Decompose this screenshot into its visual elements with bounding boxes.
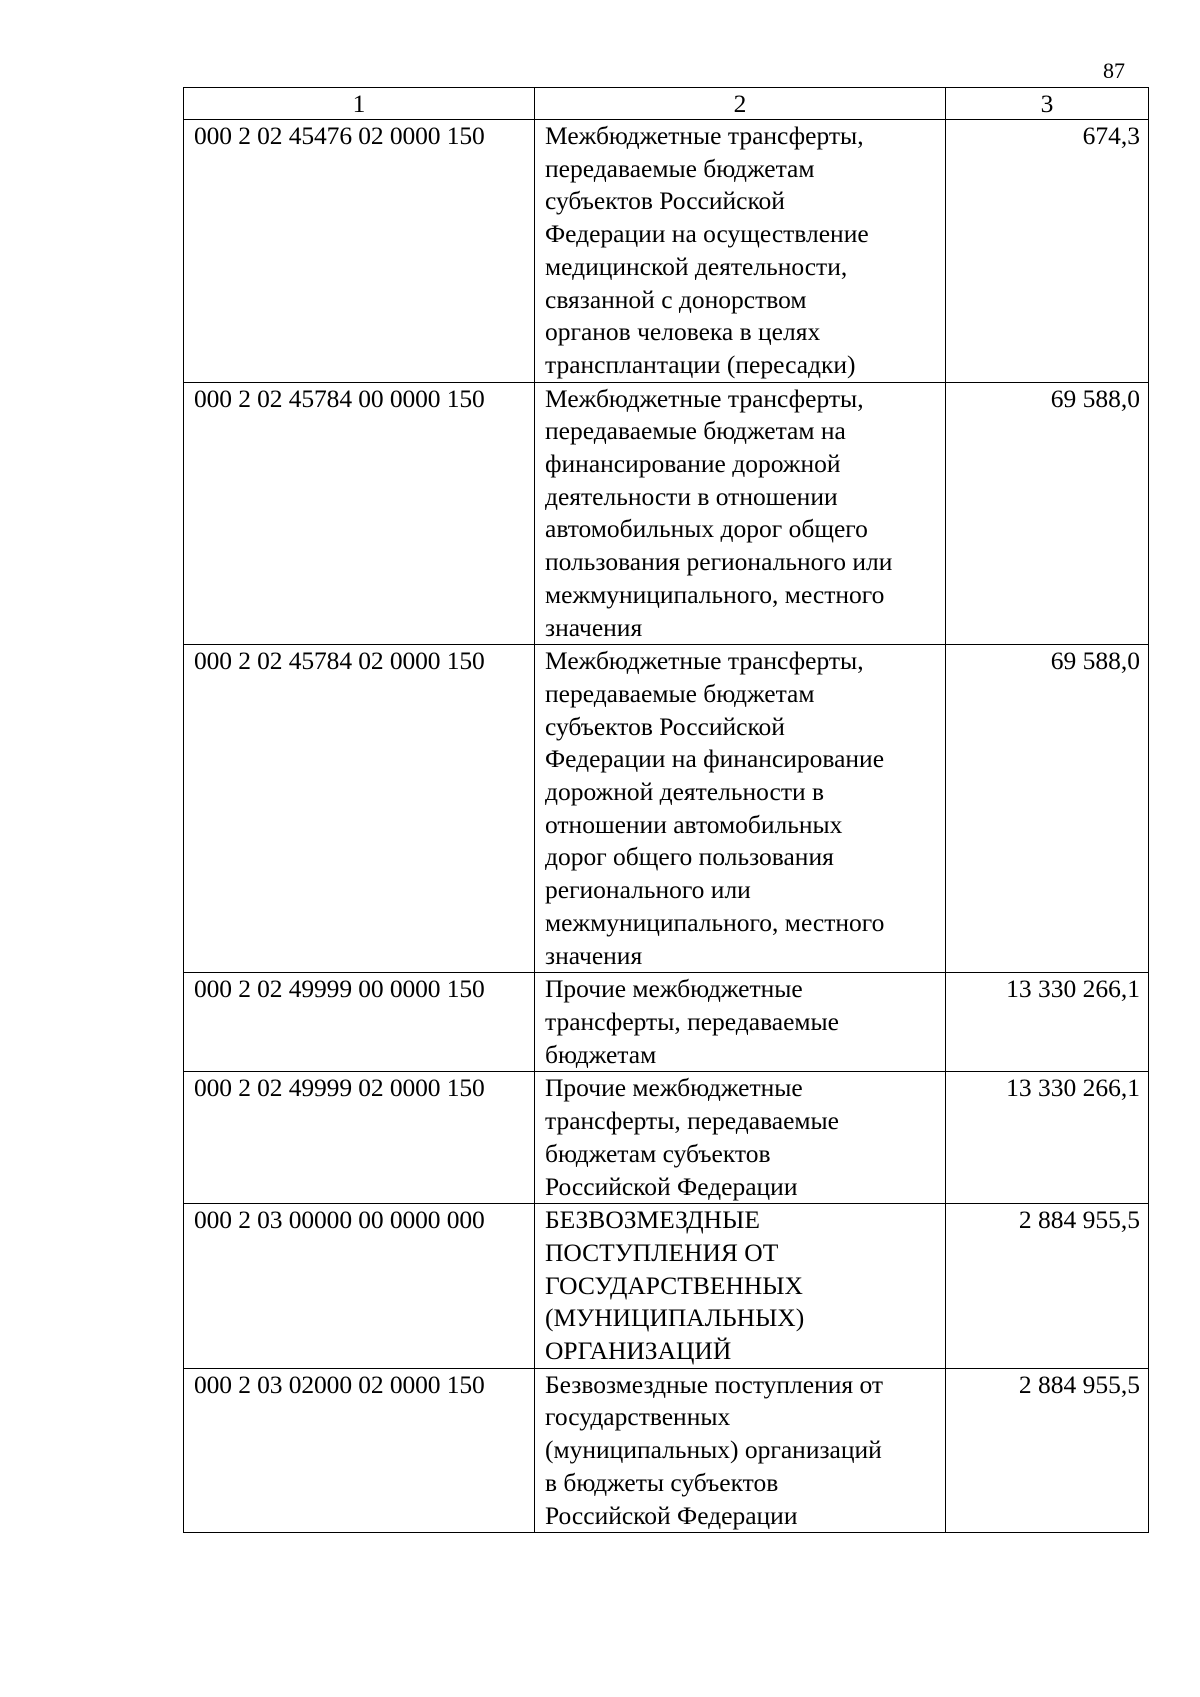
revenue-name-line: межмуниципального, местного [545, 907, 885, 937]
revenue-name-line: Прочие межбюджетные [545, 1073, 803, 1103]
revenue-name-line: трансферты, передаваемые [545, 1106, 839, 1136]
table-body [184, 120, 1149, 1533]
revenue-name-line: субъектов Российской [545, 186, 785, 216]
table-row [184, 1204, 1149, 1369]
revenue-name-line: отношении автомобильных [545, 809, 843, 839]
revenue-name-line: передаваемые бюджетам [545, 153, 815, 183]
amount-value: 2 884 955,5 [946, 1368, 1149, 1533]
revenue-name-line: (МУНИЦИПАЛЬНЫХ) [545, 1303, 805, 1333]
amount-value: 13 330 266,1 [946, 973, 1149, 1072]
revenue-name-line: связанной с донорством [545, 284, 807, 314]
revenue-name [535, 645, 946, 973]
revenue-name-line: деятельности в отношении [545, 481, 838, 511]
page-number: 87 [1103, 58, 1125, 83]
revenue-name [535, 1072, 946, 1204]
revenue-name-line: финансирование дорожной [545, 449, 841, 479]
revenue-name-line: дорожной деятельности в [545, 777, 825, 807]
budget-table [183, 87, 1149, 1533]
revenue-name-line: государственных [545, 1402, 731, 1432]
table-row [184, 645, 1149, 973]
revenue-name-line: трансферты, передаваемые [545, 1006, 839, 1036]
amount-value: 69 588,0 [946, 645, 1149, 973]
table-row [184, 1368, 1149, 1533]
table-row [184, 120, 1149, 383]
revenue-name [535, 1368, 946, 1533]
revenue-name-line: значения [545, 940, 643, 970]
header-row [184, 88, 1149, 120]
table-row [184, 1072, 1149, 1204]
revenue-name-line: ОРГАНИЗАЦИЙ [545, 1336, 732, 1366]
revenue-name-line: межмуниципального, местного [545, 579, 885, 609]
classification-code: 000 2 03 00000 00 0000 000 [184, 1204, 535, 1369]
column-header-3: 3 [946, 88, 1149, 120]
revenue-name-line: передаваемые бюджетам [545, 678, 815, 708]
revenue-name-line: передаваемые бюджетам на [545, 416, 846, 446]
column-header-2: 2 [535, 88, 946, 120]
revenue-name-line: Федерации на финансирование [545, 744, 885, 774]
revenue-name-line: дорог общего пользования [545, 842, 834, 872]
revenue-name [535, 120, 946, 383]
revenue-name-line: значения [545, 612, 643, 642]
classification-code: 000 2 02 45784 00 0000 150 [184, 382, 535, 645]
revenue-name-line: ПОСТУПЛЕНИЯ ОТ [545, 1237, 779, 1267]
revenue-name-line: (муниципальных) организаций [545, 1435, 882, 1465]
revenue-name-line: трансплантации (пересадки) [545, 349, 856, 379]
revenue-name-line: Российской Федерации [545, 1171, 798, 1201]
table-row [184, 382, 1149, 645]
classification-code: 000 2 02 45784 02 0000 150 [184, 645, 535, 973]
revenue-name [535, 1204, 946, 1369]
revenue-name-line: бюджетам [545, 1039, 657, 1069]
revenue-name-line: субъектов Российской [545, 711, 785, 741]
revenue-name-line: Межбюджетные трансферты, [545, 383, 864, 413]
classification-code: 000 2 02 45476 02 0000 150 [184, 120, 535, 383]
revenue-name-line: ГОСУДАРСТВЕННЫХ [545, 1270, 803, 1300]
revenue-name-line: медицинской деятельности, [545, 251, 848, 281]
revenue-name-line: бюджетам субъектов [545, 1138, 771, 1168]
revenue-name-line: органов человека в целях [545, 317, 821, 347]
revenue-name-line: автомобильных дорог общего [545, 514, 868, 544]
revenue-name-line: Безвозмездные поступления от [545, 1369, 884, 1399]
revenue-name-line: пользования регионального или [545, 547, 893, 577]
revenue-name-line: Прочие межбюджетные [545, 974, 803, 1004]
revenue-name-line: Федерации на осуществление [545, 219, 869, 249]
revenue-name-line: в бюджеты субъектов [545, 1467, 779, 1497]
amount-value: 2 884 955,5 [946, 1204, 1149, 1369]
classification-code: 000 2 02 49999 00 0000 150 [184, 973, 535, 1072]
amount-value: 674,3 [946, 120, 1149, 383]
revenue-name-line: Межбюджетные трансферты, [545, 646, 864, 676]
classification-code: 000 2 02 49999 02 0000 150 [184, 1072, 535, 1204]
amount-value: 13 330 266,1 [946, 1072, 1149, 1204]
table-row [184, 973, 1149, 1072]
revenue-name [535, 973, 946, 1072]
column-header-1: 1 [184, 88, 535, 120]
revenue-name [535, 382, 946, 645]
revenue-name-line: Российской Федерации [545, 1500, 798, 1530]
classification-code: 000 2 03 02000 02 0000 150 [184, 1368, 535, 1533]
revenue-name-line: регионального или [545, 875, 751, 905]
amount-value: 69 588,0 [946, 382, 1149, 645]
revenue-name-line: БЕЗВОЗМЕЗДНЫЕ [545, 1205, 760, 1235]
revenue-name-line: Межбюджетные трансферты, [545, 121, 864, 150]
